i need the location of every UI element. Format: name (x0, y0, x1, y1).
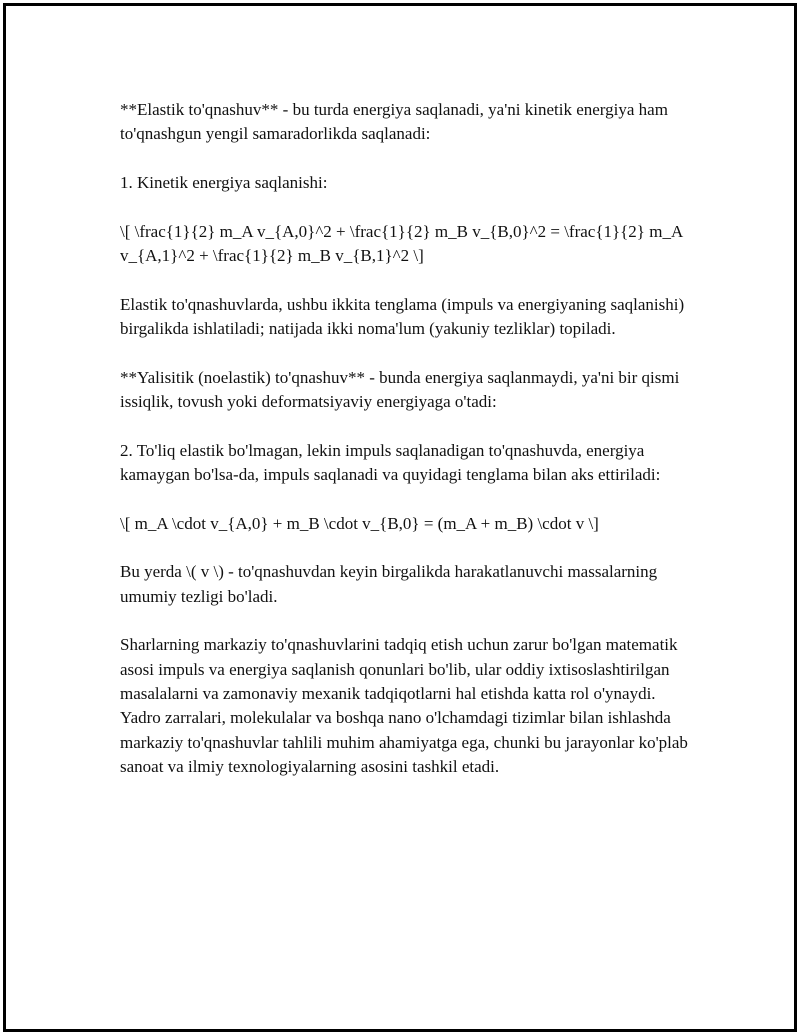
paragraph-common-velocity: Bu yerda \( v \) - to'qnashuvdan keyin birgalikda harakatlanuvchi massalarning umumiy tezligi bo'ladi. (120, 562, 658, 606)
paragraph-elastic-intro: **Elastik to'qnashuv** - bu turda energiya saqlanadi, ya'ni kinetik energiya ham to'qnashgun yengil samaradorlikda saqlanadi: (120, 100, 668, 144)
paragraph-kinetic-heading: 1. Kinetik energiya saqlanishi: (120, 173, 328, 192)
paragraph-inelastic-momentum: 2. To'liq elastik bo'lmagan, lekin impuls saqlanadigan to'qnashuvda, energiya kamaygan bo'lsa-da, impuls saqlanadi va quyidagi tenglama bilan aks ettiriladi: (120, 440, 661, 484)
equation-kinetic-energy: \[ \frac{1}{2} m_A v_{A,0}^2 + \frac{1}{2} m_B v_{B,0}^2 = \frac{1}{2} m_A v_{A,1}^2 + \frac{1}{2} m_B v_{B,1}^2 \] (120, 221, 683, 265)
document-page (3, 3, 797, 1032)
paragraph-elastic-usage: Elastik to'qnashuvlarda, ushbu ikkita tenglama (impuls va energiyaning saqlanishi) birgalikda ishlatiladi; natijada ikki noma'lum (yakuniy tezliklar) topiladi. (120, 294, 685, 338)
document-body (120, 98, 690, 804)
paragraph-inelastic-intro: **Yalisitik (noelastik) to'qnashuv** - bunda energiya saqlanmaydi, ya'ni bir qismi issiqlik, tovush yoki deformatsiyaviy energiyaga o'tadi: (120, 367, 680, 411)
equation-momentum: \[ m_A \cdot v_{A,0} + m_B \cdot v_{B,0} = (m_A + m_B) \cdot v \] (120, 513, 599, 533)
paragraph-conclusion: Sharlarning markaziy to'qnashuvlarini tadqiq etish uchun zarur bo'lgan matematik asosi impuls va energiya saqlanish qonunlari bo'lib, ular oddiy ixtisoslashtirilgan masalalarni va zamonaviy mexanik tadqiqotlarni hal etishda katta rol o'ynaydi. Yadro zarralari, molekulalar va boshqa nano o'lchamdagi tizimlar bilan ishlashda markaziy to'qnashuvlar tahlili muhim ahamiyatga ega, chunki bu jarayonlar ko'plab sanoat va ilmiy texnologiyalarning asosini tashkil etadi. (120, 635, 688, 777)
